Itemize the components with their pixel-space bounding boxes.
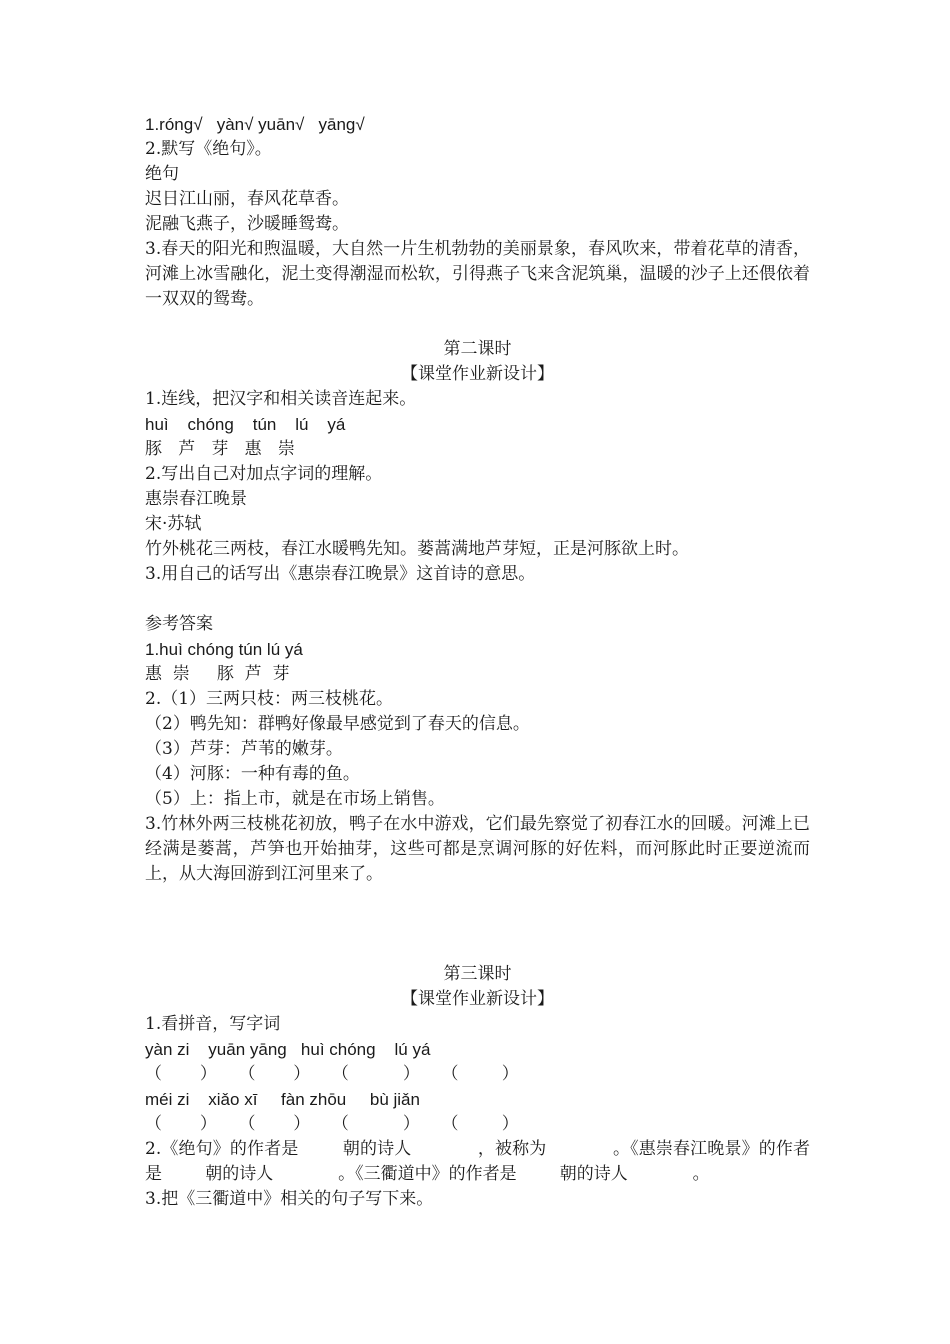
l2-q1-pinyin: huì chóng tún lú yá (145, 415, 346, 434)
answer-2-1: 2.（1）三两只枝：两三枝桃花。 (145, 689, 394, 709)
l3-q1-pinyin-row-2: méi zi xiǎo xī fàn zhōu bù jiǎn (145, 1090, 420, 1109)
l3-subtitle: 【课堂作业新设计】 (401, 989, 554, 1009)
l1-answer-2: 2.默写《绝句》。 (145, 139, 272, 159)
answer-1-pinyin: 1.huì chóng tún lú yá (145, 640, 303, 659)
l2-question-2: 2.写出自己对加点字词的理解。 (145, 464, 383, 484)
spacer (145, 587, 810, 612)
l2-question-3: 3.用自己的话写出《惠崇春江晚景》这首诗的意思。 (145, 564, 536, 584)
l1-answer-1: 1.róng√ yàn√ yuān√ yāng√ (145, 115, 365, 134)
answer-3: 3.竹林外两三枝桃花初放，鸭子在水中游戏，它们最先察觉了初春江水的回暖。河滩上已经满是蒌蒿，芦笋也开始抽芽，这些可都是烹调河豚的好佐料，而河豚此时正要逆流而上，从大海回游到江河里来了。 (145, 814, 810, 884)
l1-poem-line-1: 迟日江山丽，春风花草香。 (145, 189, 349, 209)
answer-2-2: （2）鸭先知：群鸭好像最早感觉到了春天的信息。 (145, 714, 530, 734)
spacer (145, 887, 810, 962)
l3-q1-blanks-row-1: （ ） （ ） （ ） （ ） (145, 1064, 519, 1084)
l2-poem-text: 竹外桃花三两枝，春江水暖鸭先知。蒌蒿满地芦芽短，正是河豚欲上时。 (145, 539, 689, 559)
l3-question-2: 2.《绝句》的作者是 朝的诗人 ，被称为 。《惠崇春江晚景》的作者是 朝的诗人 。《三衢道中》的作者是 朝的诗人 。 (145, 1139, 810, 1184)
l2-q1-chars: 豚 芦 芽 惠 崇 (145, 439, 295, 459)
answer-2-5: （5）上：指上市，就是在市场上销售。 (145, 789, 445, 809)
l2-poem-author: 宋·苏轼 (145, 514, 202, 534)
answer-2-4: （4）河豚：一种有毒的鱼。 (145, 764, 360, 784)
spacer (145, 312, 810, 337)
l1-poem-title: 绝句 (145, 164, 179, 184)
answer-2-3: （3）芦芽：芦苇的嫩芽。 (145, 739, 343, 759)
l2-title: 第二课时 (443, 339, 512, 359)
answers-heading: 参考答案 (145, 614, 213, 634)
l3-question-1: 1.看拼音，写字词 (145, 1014, 281, 1034)
l1-answer-3: 3.春天的阳光和煦温暖，大自然一片生机勃勃的美丽景象，春风吹来，带着花草的清香，河滩上冰雪融化，泥土变得潮湿而松软，引得燕子飞来含泥筑巢，温暖的沙子上还偎依着一双双的鸳鸯。 (145, 239, 810, 309)
answer-1-chars: 惠 崇 豚 芦 芽 (145, 664, 290, 684)
l2-subtitle: 【课堂作业新设计】 (401, 364, 554, 384)
l3-title: 第三课时 (443, 964, 512, 984)
l2-poem-title: 惠崇春江晚景 (145, 489, 247, 509)
l1-poem-line-2: 泥融飞燕子，沙暖睡鸳鸯。 (145, 214, 349, 234)
l3-q1-blanks-row-2: （ ） （ ） （ ） （ ） (145, 1114, 519, 1134)
l3-question-3: 3.把《三衢道中》相关的句子写下来。 (145, 1189, 434, 1209)
l2-question-1: 1.连线，把汉字和相关读音连起来。 (145, 389, 417, 409)
document-page (145, 112, 810, 1212)
l3-q1-pinyin-row-1: yàn zi yuān yāng huì chóng lú yá (145, 1040, 431, 1059)
